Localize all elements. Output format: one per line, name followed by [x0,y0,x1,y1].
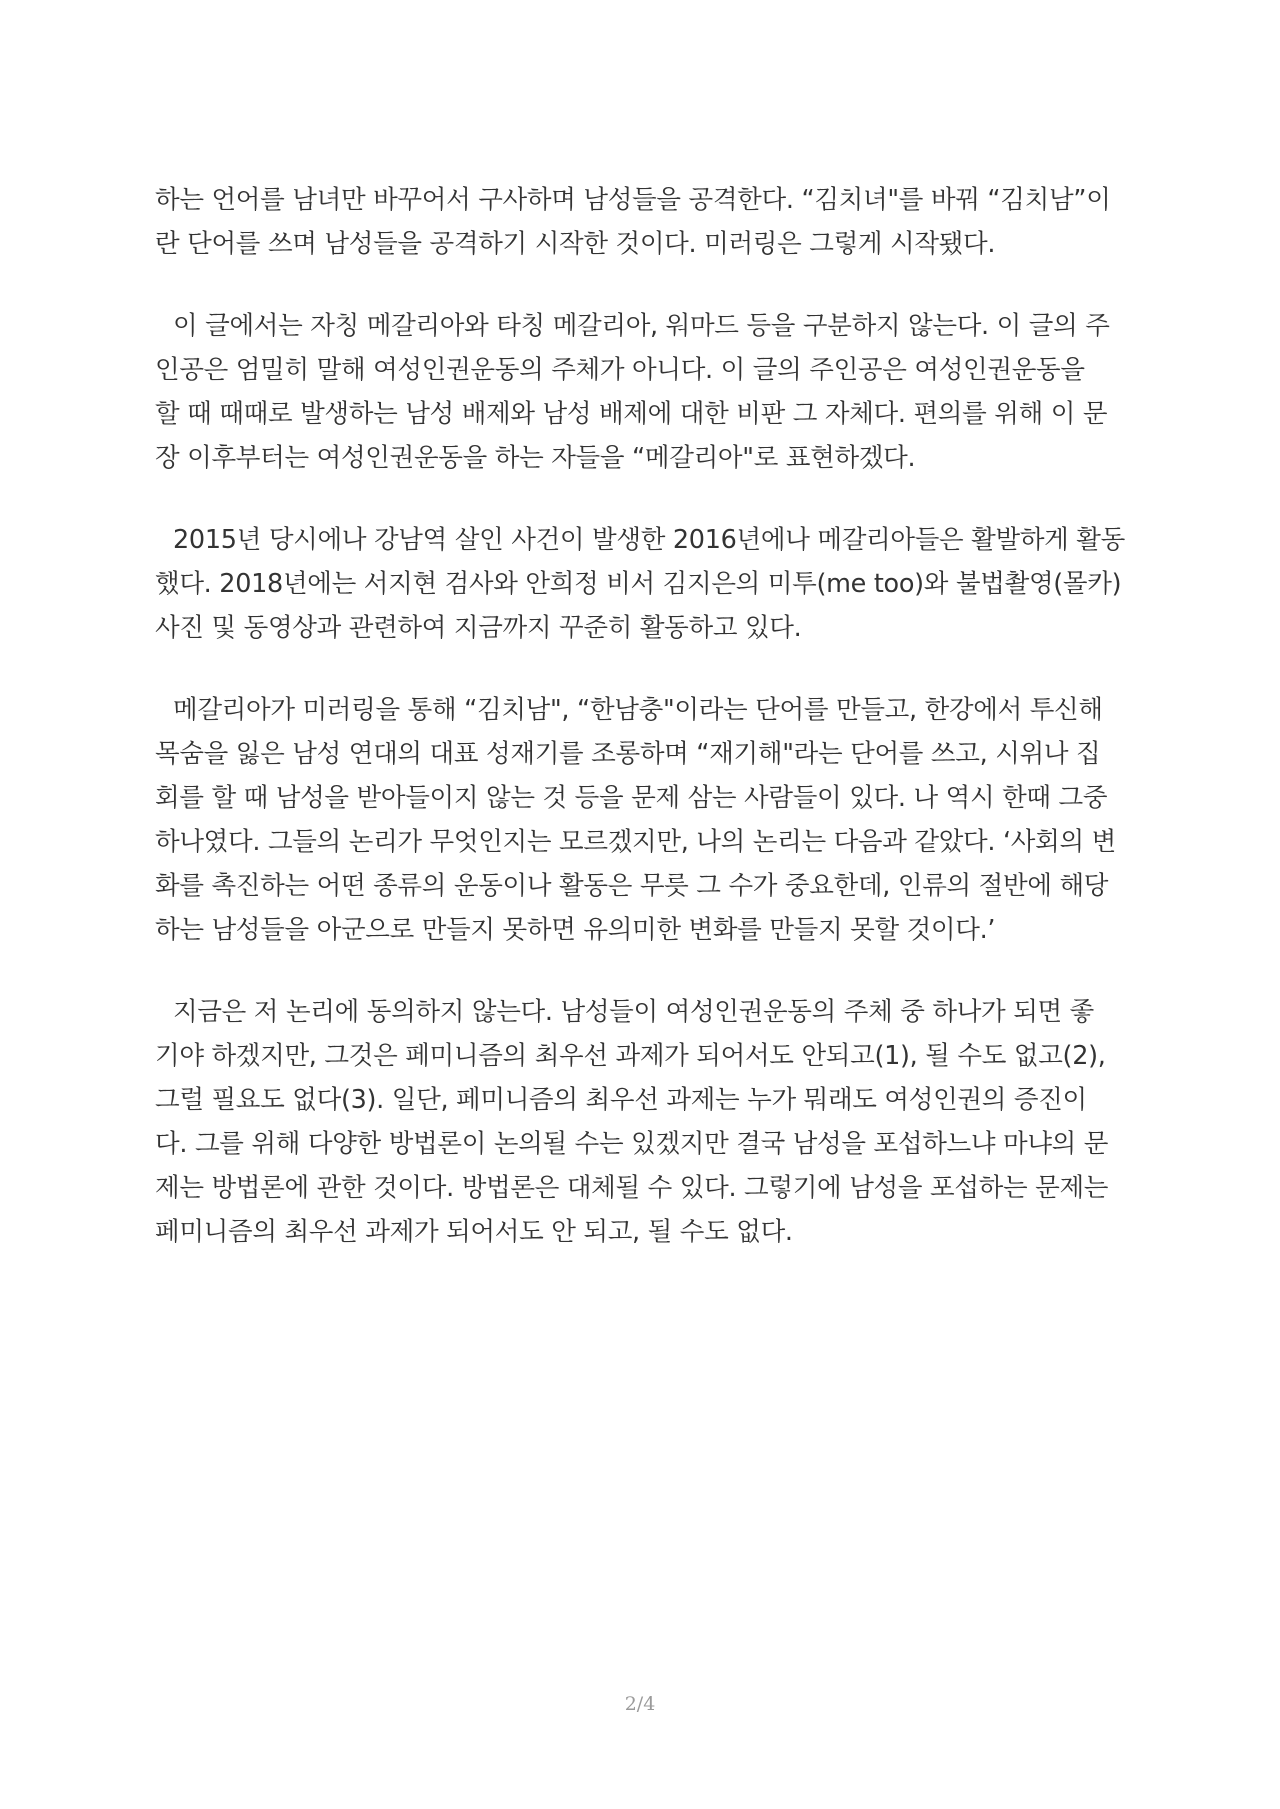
text-line: 이 글에서는 자칭 메갈리아와 타칭 메갈리아, 워마드 등을 구분하지 않는다. 이 글의 주 [173,311,1110,341]
text-line: 기야 하겠지만, 그것은 페미니즘의 최우선 과제가 되어서도 안되고(1), 될 수도 없고(2), [155,1041,1106,1071]
document-body [155,178,1130,1292]
text-line: 페미니즘의 최우선 과제가 되어서도 안 되고, 될 수도 없다. [155,1217,793,1247]
text-line: 할 때 때때로 발생하는 남성 배제와 남성 배제에 대한 비판 그 자체다. 편의를 위해 이 문 [155,399,1108,429]
text-line: 하는 언어를 남녀만 바꾸어서 구사하며 남성들을 공격한다. “김치녀"를 바꿔 “김치남”이 [155,185,1111,215]
paragraph-4 [155,688,1130,952]
text-line: 사진 및 동영상과 관련하여 지금까지 꾸준히 활동하고 있다. [155,613,802,643]
text-line: 하는 남성들을 아군으로 만들지 못하면 유의미한 변화를 만들지 못할 것이다.’ [155,915,996,945]
text-line: 지금은 저 논리에 동의하지 않는다. 남성들이 여성인권운동의 주체 중 하나가 되면 좋 [173,997,1094,1027]
text-line: 인공은 엄밀히 말해 여성인권운동의 주체가 아니다. 이 글의 주인공은 여성인권운동을 [155,355,1085,385]
paragraph-2 [155,304,1130,480]
text-line: 2015년 당시에나 강남역 살인 사건이 발생한 2016년에나 메갈리아들은 활발하게 활동 [173,525,1125,555]
text-line: 메갈리아가 미러링을 통해 “김치남", “한남충"이라는 단어를 만들고, 한강에서 투신해 [173,695,1103,725]
text-line: 제는 방법론에 관한 것이다. 방법론은 대체될 수 있다. 그렇기에 남성을 포섭하는 문제는 [155,1173,1109,1203]
text-line: 란 단어를 쓰며 남성들을 공격하기 시작한 것이다. 미러링은 그렇게 시작됐다. [155,229,996,259]
text-line: 그럴 필요도 없다(3). 일단, 페미니즘의 최우선 과제는 누가 뭐래도 여성인권의 증진이 [155,1085,1087,1115]
page-number: 2/4 [624,1693,656,1715]
text-line: 화를 촉진하는 어떤 종류의 운동이나 활동은 무릇 그 수가 중요한데, 인류의 절반에 해당 [155,871,1109,901]
text-line: 회를 할 때 남성을 받아들이지 않는 것 등을 문제 삼는 사람들이 있다. 나 역시 한때 그중 [155,783,1108,813]
text-line: 했다. 2018년에는 서지현 검사와 안희정 비서 김지은의 미투(me too)와 불법촬영(몰카) [155,569,1122,599]
paragraph-5 [155,990,1130,1254]
paragraph-3 [155,518,1130,650]
paragraph-1 [155,178,1130,266]
text-line: 하나였다. 그들의 논리가 무엇인지는 모르겠지만, 나의 논리는 다음과 같았다. ‘사회의 변 [155,827,1116,857]
text-line: 목숨을 잃은 남성 연대의 대표 성재기를 조롱하며 “재기해"라는 단어를 쓰고, 시위나 집 [155,739,1101,769]
text-line: 장 이후부터는 여성인권운동을 하는 자들을 “메갈리아"로 표현하겠다. [155,443,916,473]
text-line: 다. 그를 위해 다양한 방법론이 논의될 수는 있겠지만 결국 남성을 포섭하느냐 마냐의 문 [155,1129,1109,1159]
